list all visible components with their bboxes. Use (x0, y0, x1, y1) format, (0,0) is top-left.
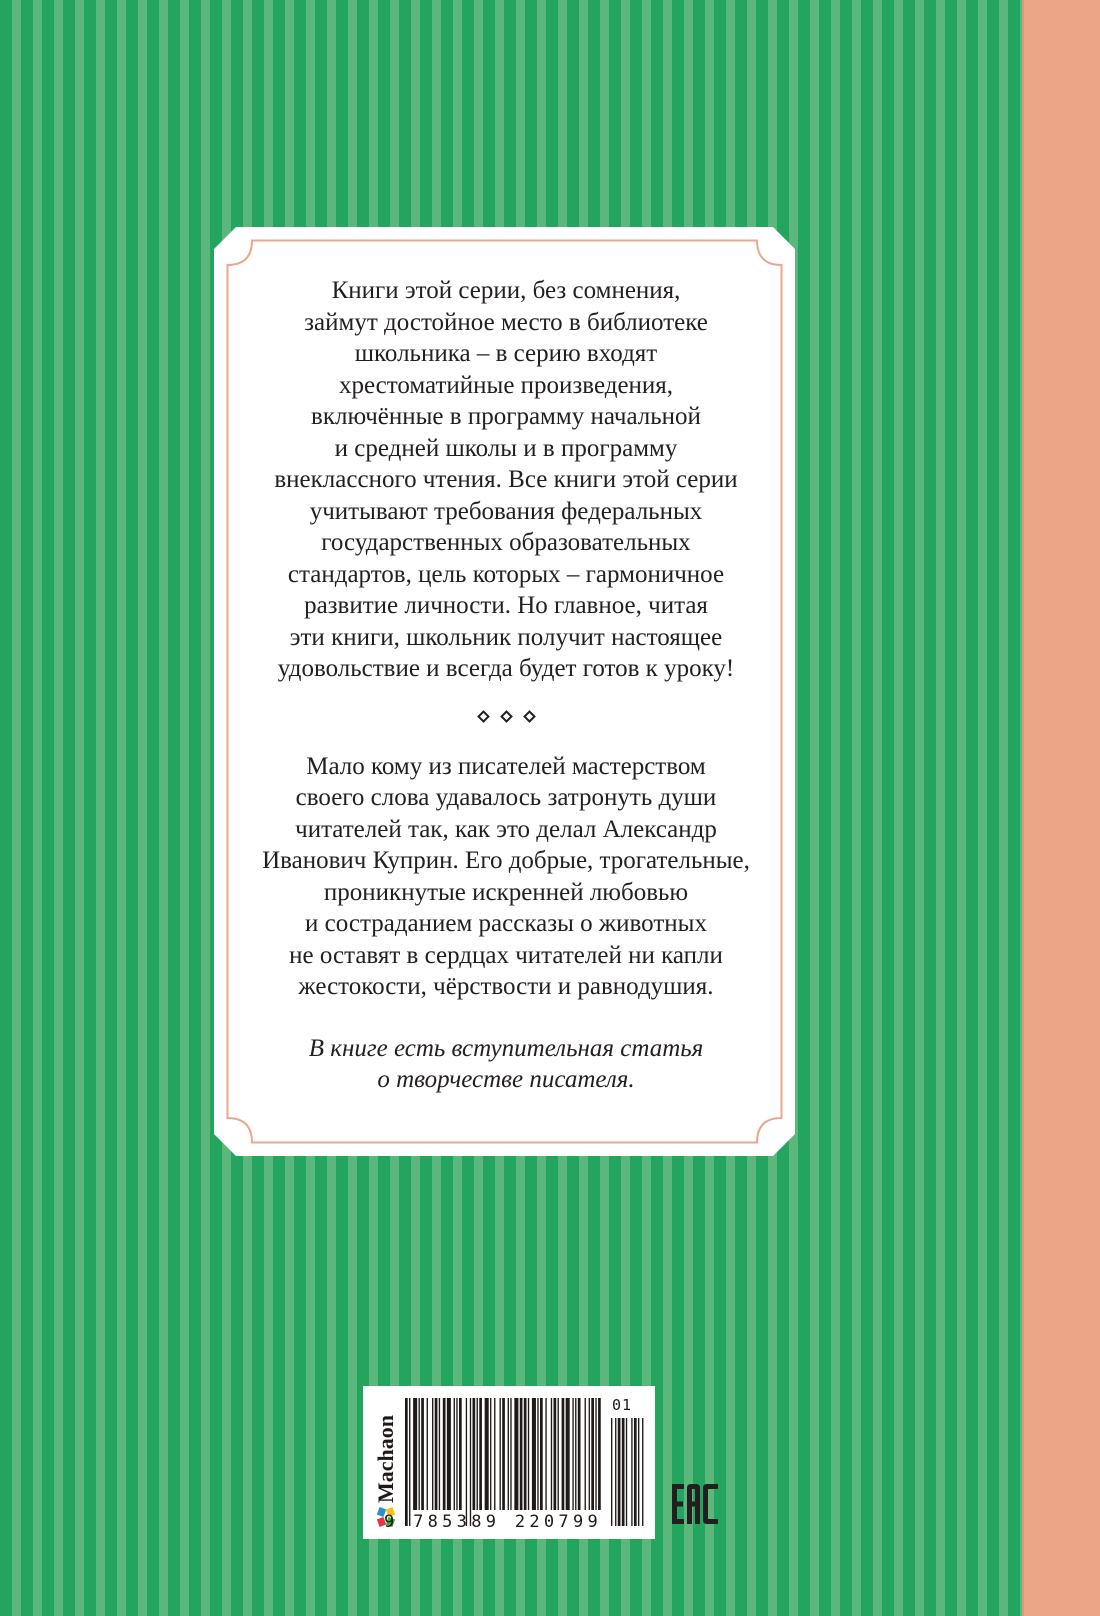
barcode-addon-bar (611, 1418, 612, 1526)
barcode-bar (566, 1398, 570, 1510)
barcode-addon-bar (642, 1418, 643, 1526)
isbn-number: 9 785389 220799 (384, 1512, 603, 1532)
intro-article-note: В книге есть вступительная статья о творчестве писателя. (308, 1034, 704, 1093)
barcode-bar (432, 1398, 433, 1510)
barcode-bar (413, 1398, 417, 1510)
barcode-bar (575, 1398, 576, 1510)
barcode-bar (585, 1398, 586, 1510)
barcode-addon-bar (626, 1418, 627, 1526)
barcode-bar (470, 1398, 471, 1526)
barcode-addon-bar (615, 1418, 616, 1526)
barcode-bar (551, 1398, 552, 1510)
barcode-bar (443, 1398, 446, 1510)
barcode-addon-bar (634, 1418, 637, 1526)
barcode-bar (477, 1398, 478, 1510)
barcode-bar (494, 1398, 495, 1510)
barcode-bar (485, 1398, 489, 1510)
barcode-addon-bar (631, 1418, 632, 1526)
barcode-bar (572, 1398, 573, 1510)
barcode-bar (473, 1398, 476, 1510)
barcode-bar (558, 1398, 559, 1510)
barcode-bar (479, 1398, 482, 1510)
barcode-addon-bar (622, 1418, 625, 1526)
barcode-bar (409, 1398, 410, 1526)
barcode-addon-bar (618, 1418, 621, 1526)
annotation-text (250, 275, 762, 1096)
book-spine (1024, 0, 1100, 1616)
barcode-addon-number: 01 (612, 1396, 633, 1414)
barcode-bar (466, 1398, 467, 1526)
author-description: Мало кому из писателей мастерством своего слова удавалось затронуть души читателей так, как это делал Александр Иванович Куприн. Его добрые, трогательные, проникнутые искренней любовью и состраданием рассказы о животных не оставят в сердцах читателей ни капли жестокости, чёрствости и равнодушия. (262, 752, 750, 1000)
barcode-bar (595, 1398, 596, 1510)
barcode-bar (578, 1398, 581, 1510)
barcode-bar (421, 1398, 424, 1510)
barcode-bar (510, 1398, 511, 1510)
barcode-bar (427, 1398, 428, 1510)
barcode-bar (528, 1398, 529, 1510)
barcode-bar (514, 1398, 518, 1510)
barcode-bar (405, 1398, 408, 1526)
barcode-bar (591, 1398, 594, 1510)
barcode-bar (562, 1398, 565, 1510)
barcode-bar (500, 1398, 501, 1510)
barcode-bar (456, 1398, 457, 1510)
barcode-bar (524, 1398, 527, 1510)
publisher-name: Machaon (373, 1415, 398, 1503)
publisher-logo (372, 1395, 400, 1530)
barcode-bar (589, 1398, 590, 1510)
diamond-icon (500, 710, 513, 723)
barcode-bar (439, 1398, 440, 1510)
eac-mark-icon (671, 1483, 719, 1525)
diamond-icon (477, 710, 490, 723)
barcode-bar (447, 1398, 451, 1510)
barcode-bar (537, 1398, 538, 1510)
barcode-bar (435, 1398, 438, 1510)
barcode-bar (454, 1398, 455, 1510)
barcode-bar (502, 1398, 505, 1510)
ornament-divider (250, 709, 762, 725)
barcode-addon-bar (638, 1418, 639, 1526)
barcode-bar (554, 1398, 557, 1510)
barcode-bar (540, 1398, 543, 1510)
diamond-icon (523, 710, 536, 723)
barcode-bar (532, 1398, 536, 1510)
barcode-bar (598, 1398, 601, 1510)
series-description: Книги этой серии, без сомнения, займут достойное место в библиотеке школьника – в серию входят хрестоматийные произведения, включённые в программу начальной и средней школы и в программу внеклассного чтения. Все книги этой серии учитывают требования федеральных государственных образовательных стандартов, цель которых – гармоничное развитие личности. Но главное, читая эти книги, школьник получит настоящее удовольствие и всегда будет готов к уроку! (274, 277, 738, 682)
barcode-bar (520, 1398, 523, 1510)
barcode-bar (459, 1398, 462, 1510)
barcode-bar (490, 1398, 491, 1510)
barcode-bar (419, 1398, 420, 1510)
barcode-bar (508, 1398, 509, 1510)
barcode-bar (545, 1398, 546, 1510)
